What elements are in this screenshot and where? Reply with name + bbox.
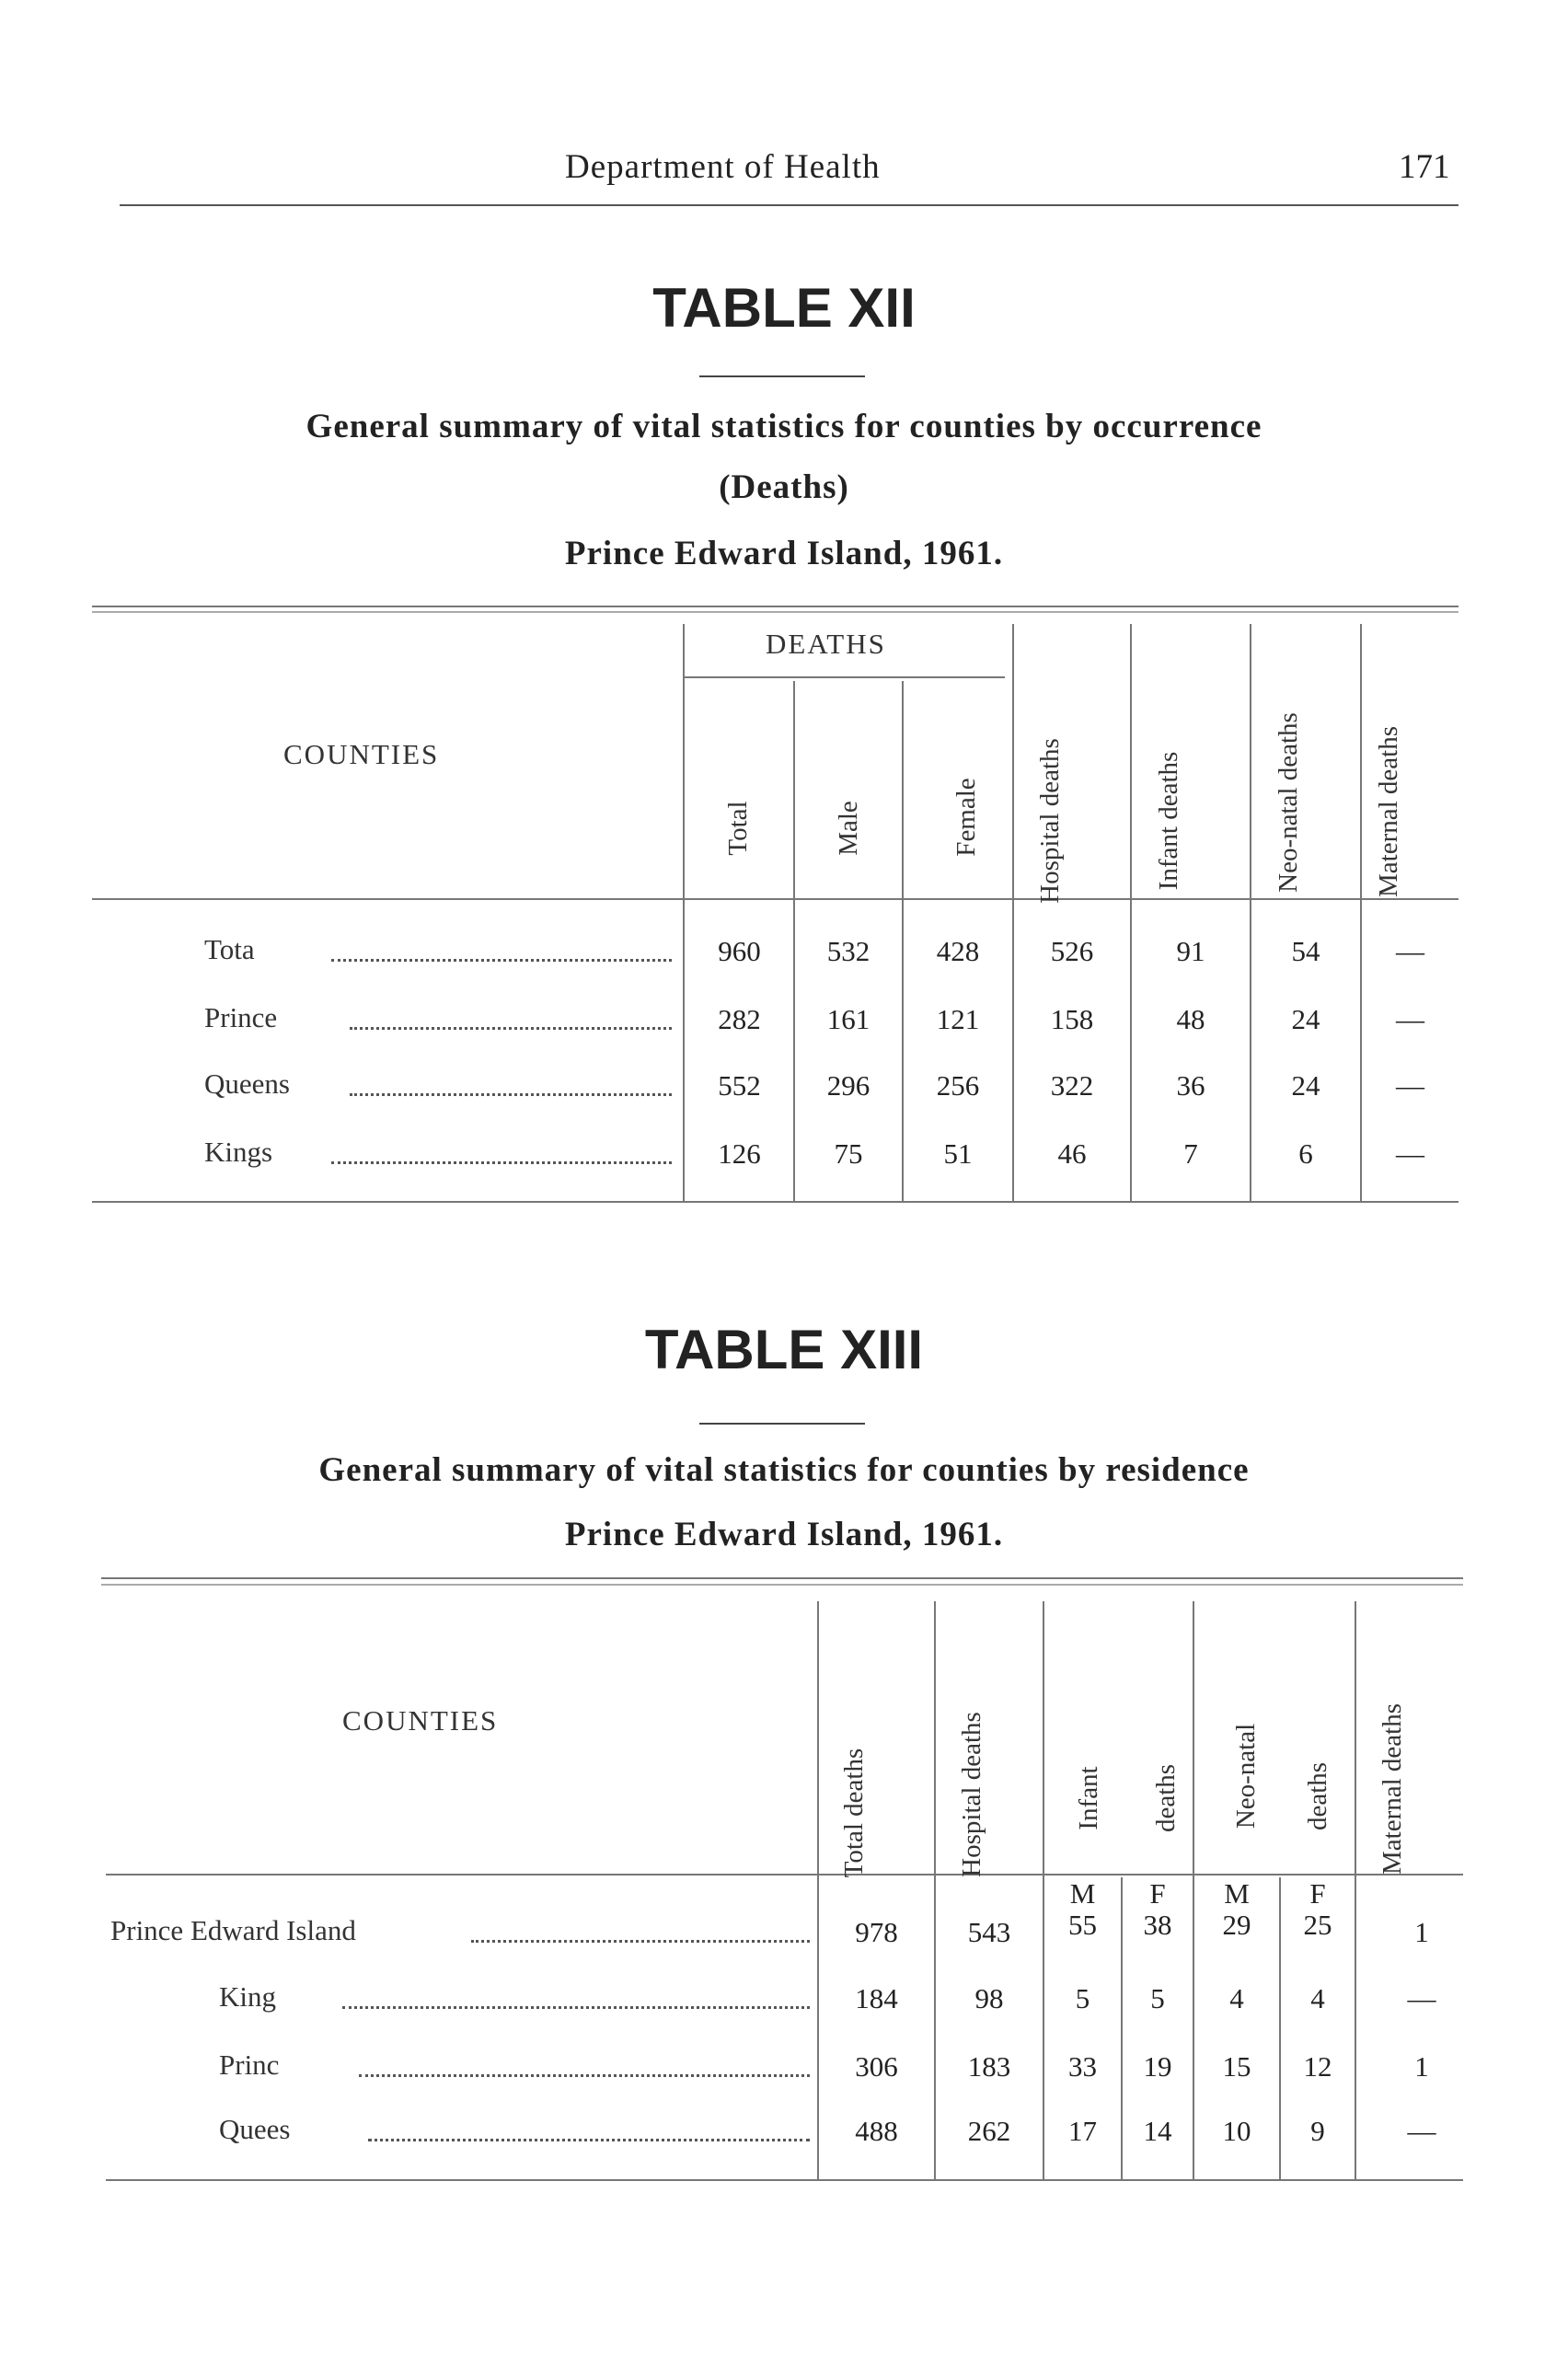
row-label: Prince xyxy=(204,1001,278,1033)
table-13-top-rule-2 xyxy=(101,1584,1463,1586)
cell: — xyxy=(1407,2115,1436,2147)
cell: 14 xyxy=(1143,2115,1172,2147)
table-13-top-rule xyxy=(101,1577,1463,1579)
cell: 12 xyxy=(1303,2050,1332,2083)
cell: 543 xyxy=(967,1916,1011,1948)
sex-label-female: F xyxy=(1149,1877,1166,1910)
cell: 296 xyxy=(826,1069,870,1102)
table-13-caption-line1: General summary of vital statistics for counties by residence xyxy=(318,1451,1250,1489)
table-12-title: TABLE XII xyxy=(652,277,916,339)
table-12-header-male: Male xyxy=(834,801,863,856)
table-12-caption-line2: (Deaths) xyxy=(719,468,849,506)
cell: 262 xyxy=(967,2115,1011,2147)
cell: 9 xyxy=(1310,2115,1325,2147)
table-12-header-hospital: Hospital deaths xyxy=(1035,738,1065,904)
cell: 306 xyxy=(855,2050,898,2083)
cell: 29 xyxy=(1222,1909,1251,1941)
row-label: Prince Edward Island xyxy=(110,1914,356,1946)
cell: 25 xyxy=(1303,1909,1332,1941)
table-12-header-neonatal: Neo-natal deaths xyxy=(1274,712,1303,893)
cell: 1 xyxy=(1414,1916,1429,1948)
page-number: 171 xyxy=(1399,148,1450,186)
cell: 428 xyxy=(936,935,980,967)
cell: 5 xyxy=(1075,1982,1090,2014)
table-12-caption-line3: Prince Edward Island, 1961. xyxy=(564,535,1004,572)
cell: 91 xyxy=(1176,935,1205,967)
table-13-col-divider xyxy=(817,1601,819,2179)
cell: 10 xyxy=(1222,2115,1251,2147)
row-label: Kings xyxy=(204,1136,273,1168)
table-13-header-neonatal: Neo-natal xyxy=(1231,1723,1261,1829)
table-12-counties-header: COUNTIES xyxy=(283,738,440,770)
cell: 7 xyxy=(1183,1137,1198,1170)
table-13-header-infant-deaths: deaths xyxy=(1151,1763,1181,1833)
running-head: Department of Health xyxy=(565,148,881,186)
table-13-col-divider xyxy=(1355,1601,1356,2179)
table-12-caption-line1: General summary of vital statistics for counties by occurrence xyxy=(306,408,1262,445)
cell: 126 xyxy=(718,1137,761,1170)
table-12-deaths-group-header: DEATHS xyxy=(766,628,886,660)
table-13-header-neonatal-deaths: deaths xyxy=(1303,1761,1332,1831)
table-12-header-maternal: Maternal deaths xyxy=(1374,726,1403,898)
table-13-bottom-rule xyxy=(106,2179,1463,2181)
cell: 19 xyxy=(1143,2050,1172,2083)
dot-leader xyxy=(359,2074,810,2077)
cell: 46 xyxy=(1057,1137,1087,1170)
cell: 17 xyxy=(1068,2115,1097,2147)
cell: 48 xyxy=(1176,1003,1205,1035)
cell: 282 xyxy=(718,1003,761,1035)
cell: 184 xyxy=(855,1982,898,2014)
table-13-col-divider xyxy=(934,1601,936,2179)
cell: — xyxy=(1396,1069,1424,1102)
cell: 1 xyxy=(1414,2050,1429,2083)
row-label: Quees xyxy=(219,2113,291,2145)
table-13-header-total: Total deaths xyxy=(839,1748,869,1878)
table-13-caption-line2: Prince Edward Island, 1961. xyxy=(564,1516,1004,1553)
cell: 4 xyxy=(1310,1982,1325,2014)
cell: 978 xyxy=(855,1916,898,1948)
cell: 183 xyxy=(967,2050,1011,2083)
table-13-header-rule xyxy=(106,1874,1463,1875)
cell: 121 xyxy=(936,1003,980,1035)
cell: — xyxy=(1396,935,1424,967)
cell: 488 xyxy=(855,2115,898,2147)
row-label: Tota xyxy=(204,933,255,965)
dot-leader xyxy=(342,2006,810,2009)
cell: 24 xyxy=(1291,1003,1320,1035)
sex-label-female: F xyxy=(1309,1877,1326,1910)
cell: 55 xyxy=(1068,1909,1097,1941)
cell: 51 xyxy=(943,1137,973,1170)
row-label: King xyxy=(219,1980,276,2013)
dot-leader xyxy=(368,2139,810,2141)
cell: 15 xyxy=(1222,2050,1251,2083)
row-label: Princ xyxy=(219,2049,280,2081)
cell: 6 xyxy=(1298,1137,1313,1170)
table-13-counties-header: COUNTIES xyxy=(342,1704,499,1737)
cell: 98 xyxy=(974,1982,1004,2014)
cell: 4 xyxy=(1229,1982,1244,2014)
table-12-header-total: Total xyxy=(723,801,753,856)
cell: 5 xyxy=(1150,1982,1165,2014)
cell: — xyxy=(1396,1003,1424,1035)
table-12-header-female: Female xyxy=(951,778,981,857)
cell: 24 xyxy=(1291,1069,1320,1102)
sex-label-male: M xyxy=(1069,1877,1096,1910)
cell: 552 xyxy=(718,1069,761,1102)
cell: — xyxy=(1396,1137,1424,1170)
cell: 256 xyxy=(936,1069,980,1102)
cell: 532 xyxy=(826,935,870,967)
cell: 158 xyxy=(1050,1003,1094,1035)
cell: 75 xyxy=(834,1137,863,1170)
cell: 960 xyxy=(718,935,761,967)
cell: 54 xyxy=(1291,935,1320,967)
cell: — xyxy=(1407,1982,1436,2014)
table-13-header-maternal: Maternal deaths xyxy=(1378,1703,1407,1875)
dot-leader xyxy=(471,1940,810,1943)
cell: 526 xyxy=(1050,935,1094,967)
table-13-header-hospital: Hospital deaths xyxy=(957,1712,986,1877)
table-12-header-infant: Infant deaths xyxy=(1154,751,1183,891)
cell: 36 xyxy=(1176,1069,1205,1102)
sex-label-male: M xyxy=(1224,1877,1250,1910)
row-label: Queens xyxy=(204,1068,290,1100)
table-13-header-infant: Infant xyxy=(1074,1766,1103,1830)
cell: 33 xyxy=(1068,2050,1097,2083)
cell: 161 xyxy=(826,1003,870,1035)
cell: 322 xyxy=(1050,1069,1094,1102)
cell: 38 xyxy=(1143,1909,1172,1941)
table-13-title: TABLE XIII xyxy=(644,1319,924,1380)
